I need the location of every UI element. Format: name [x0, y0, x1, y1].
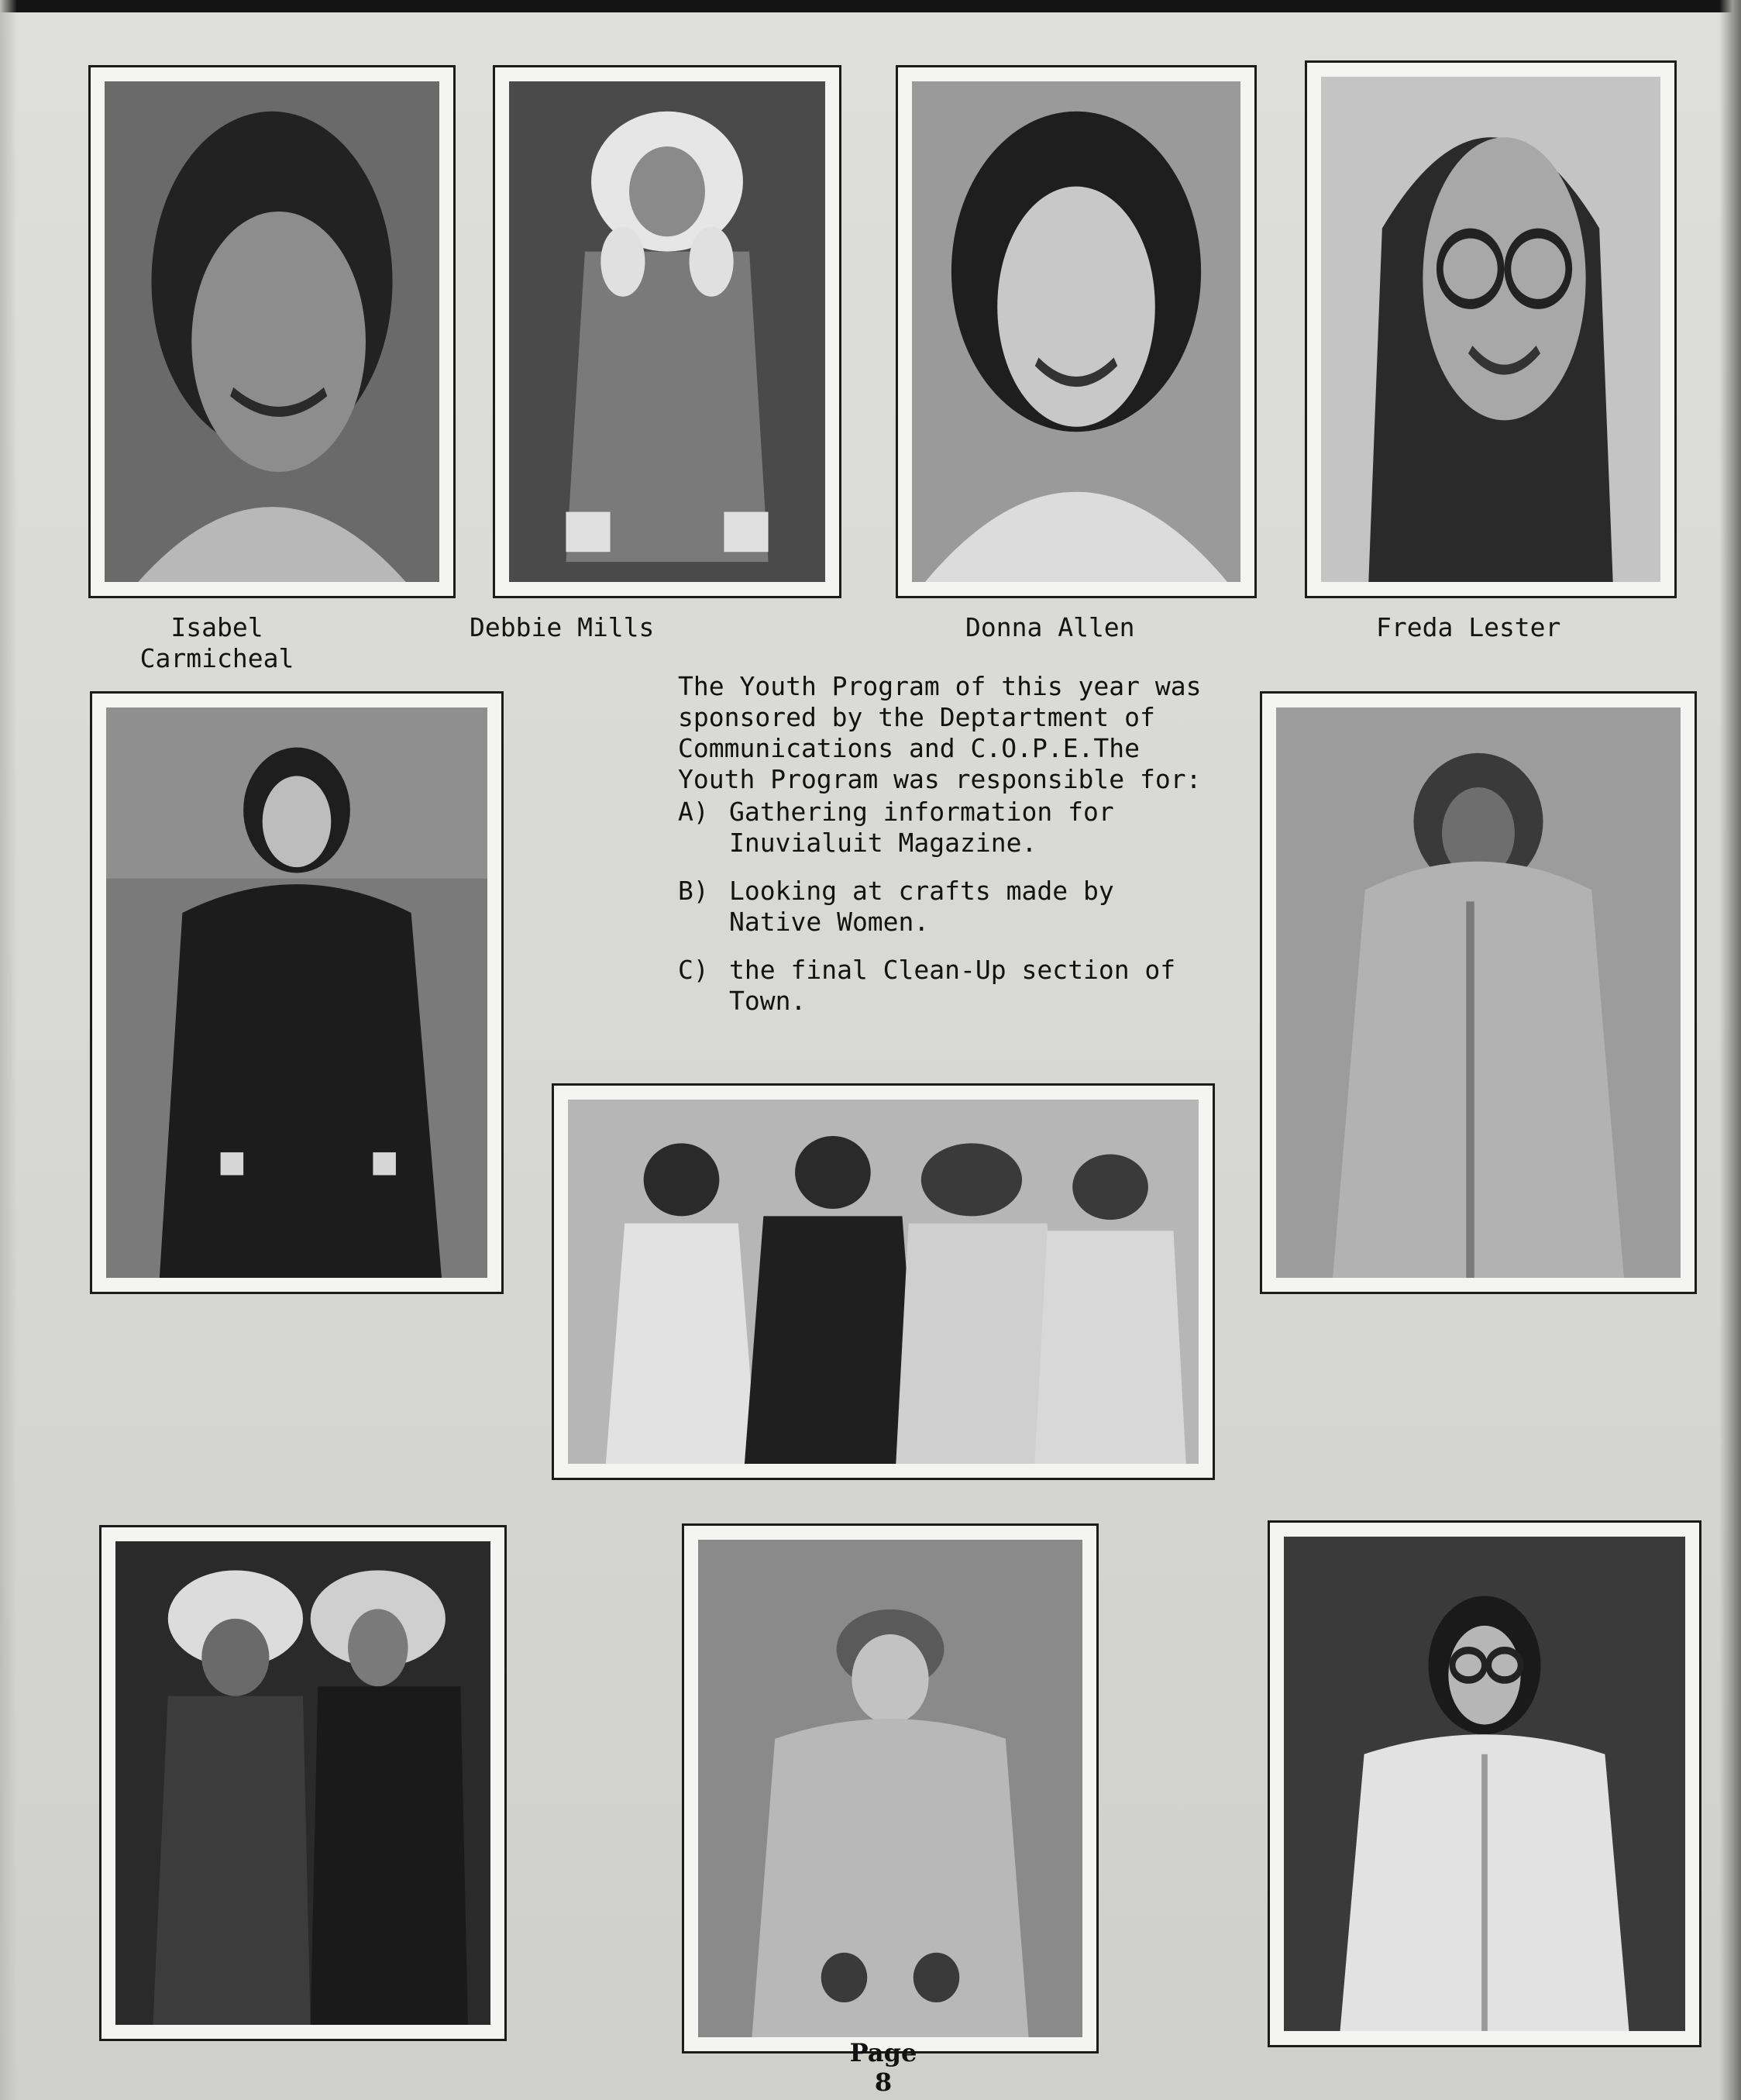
photo-image [698, 1540, 1082, 2037]
caption-debbie-mills: Debbie Mills [470, 612, 655, 642]
page-number: Page 8 [849, 2038, 917, 2097]
scan-top-edge [0, 0, 1741, 12]
caption-freda-lester: Freda Lester [1376, 612, 1561, 642]
portrait-image [509, 81, 825, 582]
photo-two-girls-parkas [99, 1525, 507, 2041]
intro-paragraph: The Youth Program of this year was sponsored by the Deptartment of Communications and C.O.P.E.The Youth Program was responsible for: [678, 671, 1202, 794]
portrait-image [912, 81, 1240, 582]
photo-isabel-carmicheal [88, 65, 456, 598]
list-item: A) Gathering information for Inuvialuit Magazine. [678, 797, 1114, 858]
photo-image [115, 1541, 490, 2025]
photo-girl-light-coat [682, 1523, 1099, 2054]
photo-image [1284, 1537, 1685, 2031]
photo-image [106, 707, 487, 1278]
list-item: B) Looking at crafts made by Native Women. [678, 876, 1114, 937]
photo-image [1276, 707, 1681, 1278]
photo-image [568, 1100, 1199, 1464]
photo-girl-dark-coat [90, 691, 504, 1294]
caption-isabel-carmicheal: Isabel Carmicheal [139, 612, 294, 673]
portrait-image [105, 81, 439, 582]
scan-right-edge [1719, 0, 1741, 2100]
youth-program-description [678, 671, 1220, 1017]
photo-debbie-mills [493, 65, 841, 598]
photo-freda-lester [1305, 60, 1677, 598]
photo-group-of-four [552, 1083, 1215, 1480]
responsibilities-list [678, 797, 1220, 1017]
portrait-image [1321, 77, 1660, 582]
photo-donna-allen [896, 65, 1257, 598]
photo-girl-embroidered-jacket [1268, 1520, 1701, 2047]
photo-girl-fur-parka [1260, 691, 1697, 1294]
list-item: C) the final Clean-Up section of Town. [678, 955, 1176, 1016]
caption-donna-allen: Donna Allen [965, 612, 1135, 642]
scan-left-shadow [0, 0, 17, 2100]
